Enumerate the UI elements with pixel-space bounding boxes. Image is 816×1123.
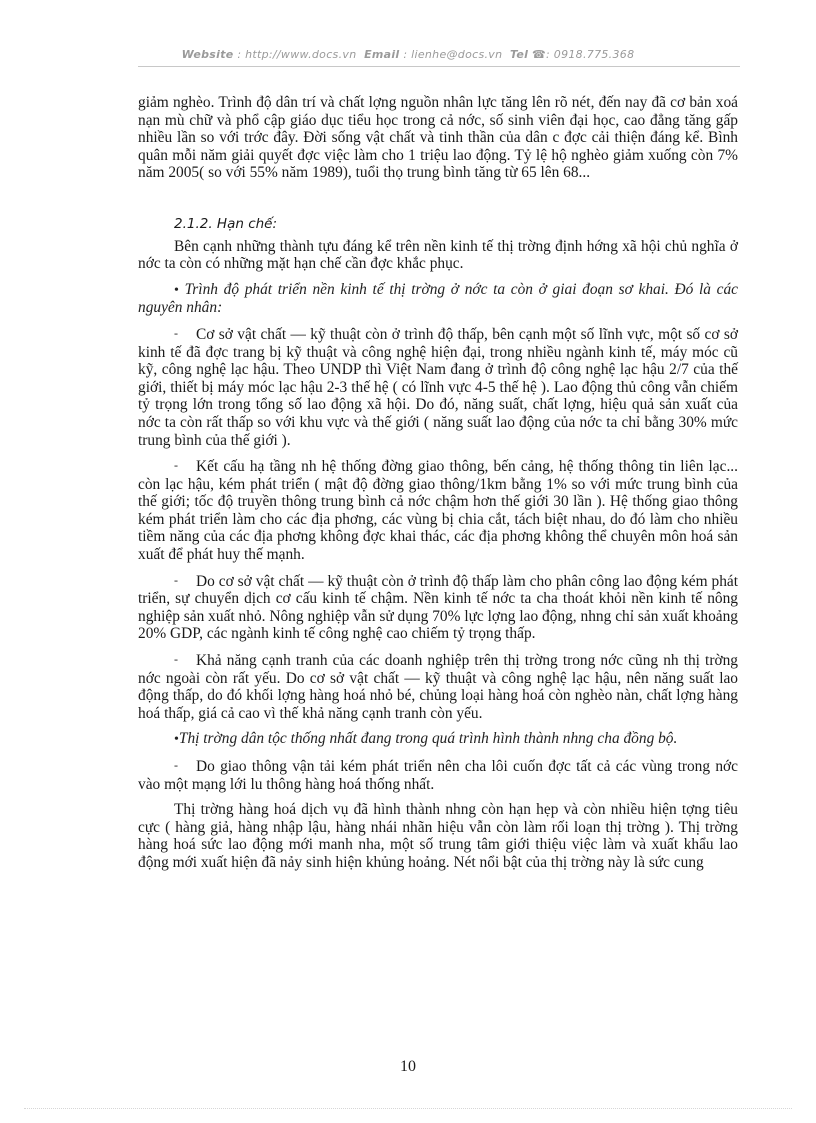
bullet-item-2 [138, 730, 738, 749]
dash-item-1 [138, 325, 738, 449]
document-body [138, 94, 738, 880]
dash-icon: - [174, 458, 178, 473]
header-divider [138, 66, 740, 67]
dash-text-4: Khả năng cạnh tranh của các doanh nghiệp trên thị trờng trong nớc cũng nh thị trờng nớc ngoài còn rất yếu. Do cơ sở vật chất — kỹ thuật và công nghệ lạc hậu, nên năng suất lao động thấp, do đó khối lợng hàng hoá nhỏ bé, chủng loại hàng hoá còn nghèo nàn, chất lợng hàng hoá thấp, giá cả cao vì thế khả năng cạnh tranh còn yếu. [138, 652, 738, 722]
dash-icon: - [174, 572, 178, 587]
dash-text-5: Do giao thông vận tải kém phát triển nên cha lôi cuốn đợc tất cả các vùng trong nớc vào một mạng lới lu thông hàng hoá thống nhất. [138, 758, 738, 793]
page-header [0, 48, 816, 61]
dash-item-3 [138, 572, 738, 643]
bullet-text-1: Trình độ phát triển nền kinh tế thị trờng ở nớc ta còn ở giai đoạn sơ khai. Đó là các nguyên nhân: [138, 280, 738, 317]
email-label: Email [364, 48, 400, 61]
dash-icon: - [174, 652, 178, 667]
bullet-icon: • [174, 282, 179, 298]
paragraph-1: Bên cạnh những thành tựu đáng kể trên nền kinh tế thị trờng định hớng xã hội chủ nghĩa ở nớc ta còn có những mặt hạn chế cần đợc khắc phục. [138, 237, 738, 273]
dash-item-5 [138, 757, 738, 793]
paragraph-2: Thị trờng hàng hoá dịch vụ đã hình thành nhng còn hạn hẹp và còn nhiều hiện tợng tiêu cực ( hàng giả, hàng nhập lậu, hàng nhái nhãn hiệu vẫn còn làm rối loạn thị trờng ). Thị trờng hàng hoá sức lao động mới manh nha, một số trung tâm giới thiệu việc làm và xuất khẩu lao động mới xuất hiện đã nảy sinh hiện khủng hoảng. Nét nổi bật của thị trờng này là sức cung [138, 801, 738, 871]
dash-text-2: Kết cấu hạ tầng nh hệ thống đờng giao thông, bến cảng, hệ thống thông tin liên lạc... còn lạc hậu, kém phát triển ( mật độ đờng giao thông/1km bằng 1% so với mức trung bình của thế giới; tốc độ truyền thông trung bình cả nớc chậm hơn thế giới 30 lần ). Hệ thống giao thông kém phát triển làm cho các địa phơng, các vùng bị chia cắt, tách biệt nhau, do đó làm cho nhiều tiềm năng của các địa phơng không đợc khai thác, các địa phơng không thể chuyên môn hoá sản xuất để phát huy thế mạnh. [138, 458, 738, 564]
intro-paragraph: giảm nghèo. Trình độ dân trí và chất lợng nguồn nhân lực tăng lên rõ nét, đến nay đã cơ bản xoá nạn mù chữ và phổ cập giáo dục tiểu học trong cả nớc, số sinh viên đại học, cao đẳng tăng gấp nhiều lần so với trớc đây. Đời sống vật chất và tinh thần của dân c đợc cải thiện đáng kể. Bình quân mỗi năm giải quyết đợc việc làm cho 1 triệu lao động. Tỷ lệ hộ nghèo giảm xuống còn 7% năm 2005( so với 55% năm 1989), tuổi thọ trung bình tăng từ 65 lên 68... [138, 94, 738, 182]
dash-item-4 [138, 651, 738, 722]
dash-text-3: Do cơ sở vật chất — kỹ thuật còn ở trình độ thấp làm cho phân công lao động kém phát triển, sự chuyển dịch cơ cấu kinh tế chậm. Nền kinh tế nớc ta cha thoát khỏi nền kinh tế nông nghiệp sản xuất nhỏ. Nông nghiệp vẫn sử dụng 70% lực lợng lao động, nhng chỉ sản xuất khoảng 20% GDP, các ngành kinh tế công nghệ cao chiếm tỷ trọng thấp. [138, 572, 738, 643]
section-heading: 2.1.2. Hạn chế: [174, 215, 278, 232]
footer-divider [24, 1108, 792, 1109]
dash-icon: - [174, 758, 178, 772]
tel-label: Tel [509, 48, 529, 61]
bullet-icon: • [174, 732, 179, 748]
website-value: : http://www.docs.vn [237, 48, 357, 61]
dash-icon: - [174, 325, 178, 340]
dash-text-1: Cơ sở vật chất — kỹ thuật còn ở trình độ thấp, bên cạnh một số lĩnh vực, một số cơ sở kinh tế đã đợc trang bị kỹ thuật và công nghệ hiện đại, trong nhiều ngành kinh tế, máy móc cũ kỹ, công nghệ lạc hậu. Theo UNDP thì Việt Nam đang ở trình độ công nghệ lạc hậu 2/7 của thế giới, thiết bị máy móc lạc hậu 2-3 thế hệ ( có lĩnh vực 4-5 thế hệ ). Lao động thủ công vẫn chiếm tỷ trọng lớn trong tổng số lao động xã hội. Do đó, năng suất, chất lợng, hiệu quả sản xuất của nớc ta còn rất thấp so với khu vực và thế giới ( năng suất lao động của nớc ta chỉ bằng 30% mức trung bình của thế giới ). [138, 325, 738, 449]
bullet-text-2: Thị trờng dân tộc thống nhất đang trong quá trình hình thành nhng cha đồng bộ. [178, 730, 678, 748]
website-label: Website [181, 48, 234, 61]
email-value: : lienhe@docs.vn [403, 48, 503, 61]
page-number: 10 [400, 1058, 416, 1075]
dash-item-2 [138, 457, 738, 564]
tel-value: ☎: 0918.775.368 [531, 48, 635, 61]
bullet-item-1 [138, 281, 738, 317]
